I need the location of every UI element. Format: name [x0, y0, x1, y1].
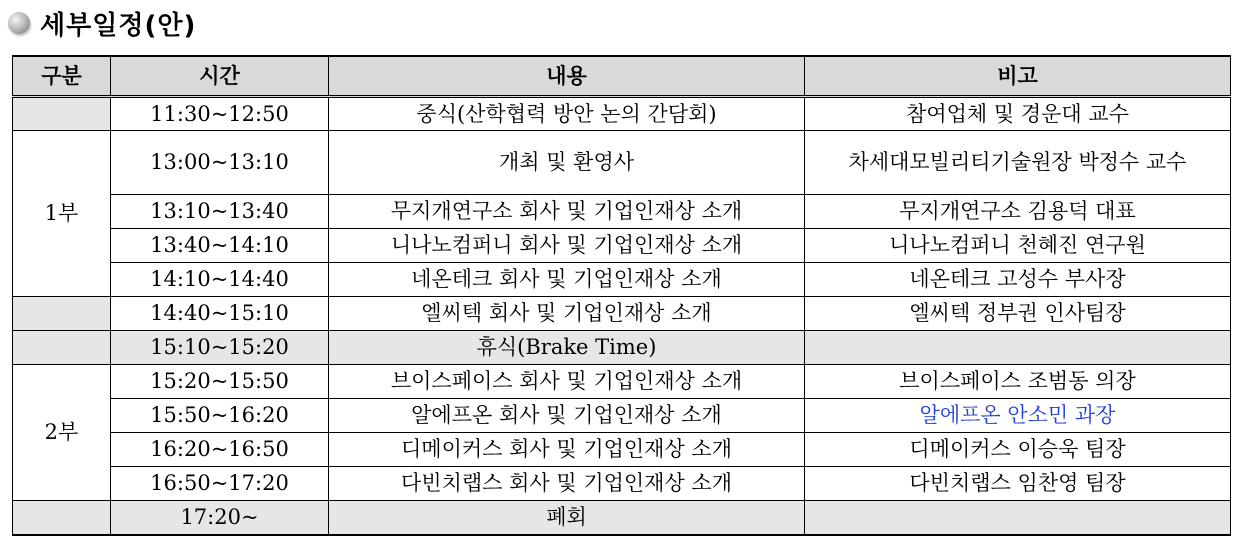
note-cell: 참여업체 및 경운대 교수 [805, 97, 1231, 131]
table-row [13, 399, 1231, 433]
time-cell: 15:50~16:20 [111, 399, 329, 433]
time-cell: 13:00~13:10 [111, 131, 329, 195]
bullet-icon [8, 12, 30, 34]
category-cell [13, 331, 111, 365]
table-row [13, 433, 1231, 467]
content-cell: 개최 및 환영사 [329, 131, 805, 195]
note-cell: 디메이커스 이승욱 팀장 [805, 433, 1231, 467]
header-category: 구분 [13, 56, 111, 97]
note-text: 차세대모빌리티기술원장 박정수 교수 [848, 150, 1187, 174]
table-row [13, 331, 1231, 365]
category-cell-part2: 2부 [13, 365, 111, 501]
content-cell: 브이스페이스 회사 및 기업인재상 소개 [329, 365, 805, 399]
time-cell: 16:50~17:20 [111, 467, 329, 501]
time-cell: 15:10~15:20 [111, 331, 329, 365]
content-cell: 니나노컴퍼니 회사 및 기업인재상 소개 [329, 229, 805, 263]
note-cell: 니나노컴퍼니 천혜진 연구원 [805, 229, 1231, 263]
time-cell: 16:20~16:50 [111, 433, 329, 467]
table-row [13, 131, 1231, 195]
category-cell-part1: 1부 [13, 131, 111, 297]
section-heading [8, 4, 196, 42]
note-cell [805, 501, 1231, 535]
table-row [13, 195, 1231, 229]
category-cell [13, 97, 111, 131]
table-row [13, 501, 1231, 535]
heading-title: 세부일정(안) [40, 10, 197, 41]
category-cell [13, 297, 111, 331]
time-cell: 14:40~15:10 [111, 297, 329, 331]
note-cell: 브이스페이스 조범동 의장 [805, 365, 1231, 399]
table-row [13, 297, 1231, 331]
note-cell: 엘씨텍 정부권 인사팀장 [805, 297, 1231, 331]
time-cell: 13:10~13:40 [111, 195, 329, 229]
schedule-table [12, 55, 1231, 536]
header-time: 시간 [111, 56, 329, 97]
content-cell: 무지개연구소 회사 및 기업인재상 소개 [329, 195, 805, 229]
content-cell: 다빈치랩스 회사 및 기업인재상 소개 [329, 467, 805, 501]
content-cell: 엘씨텍 회사 및 기업인재상 소개 [329, 297, 805, 331]
content-cell: 알에프온 회사 및 기업인재상 소개 [329, 399, 805, 433]
time-cell: 15:20~15:50 [111, 365, 329, 399]
table-row [13, 365, 1231, 399]
note-cell: 다빈치랩스 임찬영 팀장 [805, 467, 1231, 501]
content-cell: 네온테크 회사 및 기업인재상 소개 [329, 263, 805, 297]
table-row [13, 97, 1231, 131]
category-cell [13, 501, 111, 535]
time-cell: 17:20~ [111, 501, 329, 535]
time-cell: 14:10~14:40 [111, 263, 329, 297]
content-cell: 디메이커스 회사 및 기업인재상 소개 [329, 433, 805, 467]
header-note: 비고 [805, 56, 1231, 97]
content-cell: 폐회 [329, 501, 805, 535]
note-cell: 네온테크 고성수 부사장 [805, 263, 1231, 297]
header-content: 내용 [329, 56, 805, 97]
time-cell: 13:40~14:10 [111, 229, 329, 263]
table-row [13, 263, 1231, 297]
note-cell [805, 331, 1231, 365]
table-header-row [13, 56, 1231, 97]
time-cell: 11:30~12:50 [111, 97, 329, 131]
table-row [13, 467, 1231, 501]
note-cell [805, 131, 1231, 195]
table-row [13, 229, 1231, 263]
content-cell: 휴식(Brake Time) [329, 331, 805, 365]
content-cell: 중식(산학협력 방안 논의 간담회) [329, 97, 805, 131]
note-cell-highlighted: 알에프온 안소민 과장 [805, 399, 1231, 433]
note-cell: 무지개연구소 김용덕 대표 [805, 195, 1231, 229]
